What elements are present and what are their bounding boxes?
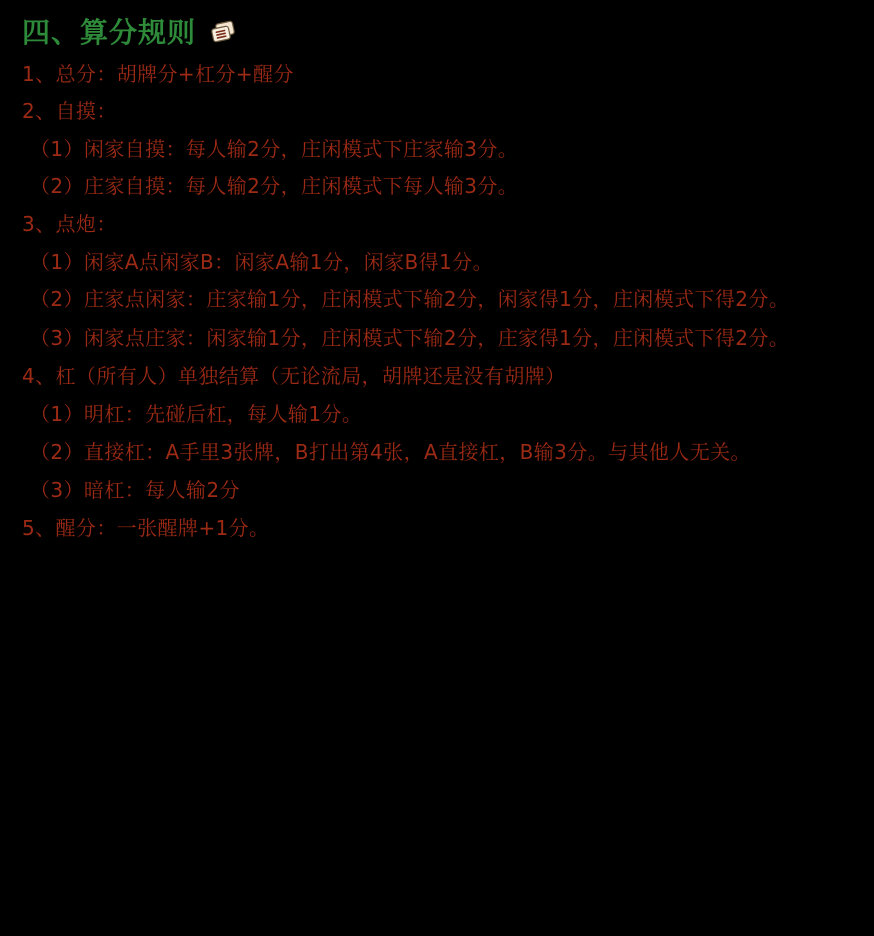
section-heading <box>22 16 852 50</box>
list-item: （1）闲家自摸：每人输2分，庄闲模式下庄家输3分。 <box>30 136 519 161</box>
scoring-rules-list <box>22 60 852 544</box>
mahjong-tiles-icon <box>208 19 238 47</box>
list-item: （3）闲家点庄家：闲家输1分，庄闲模式下输2分，庄家得1分，庄闲模式下得2分。 <box>30 325 790 350</box>
list-item: 4、杠（所有人）单独结算（无论流局，胡牌还是没有胡牌） <box>22 364 566 389</box>
list-item: （1）明杠：先碰后杠，每人输1分。 <box>30 401 363 426</box>
list-item: （2）直接杠：A手里3张牌，B打出第4张，A直接杠，B输3分。与其他人无关。 <box>30 439 751 464</box>
list-item: （1）闲家A点闲家B：闲家A输1分，闲家B得1分。 <box>30 249 493 274</box>
list-item: 2、自摸： <box>22 99 117 124</box>
list-item: （2）庄家自摸：每人输2分，庄闲模式下每人输3分。 <box>30 174 519 199</box>
list-item: （2）庄家点闲家：庄家输1分，庄闲模式下输2分，闲家得1分，庄闲模式下得2分。 <box>30 287 790 312</box>
list-item: 5、醒分：一张醒牌+1分。 <box>22 515 270 540</box>
list-item: 3、点炮： <box>22 211 117 236</box>
page-title: 四、算分规则 <box>22 16 197 49</box>
list-item: （3）暗杠：每人输2分 <box>30 478 240 503</box>
list-item: 1、总分：胡牌分+杠分+醒分 <box>22 61 294 86</box>
